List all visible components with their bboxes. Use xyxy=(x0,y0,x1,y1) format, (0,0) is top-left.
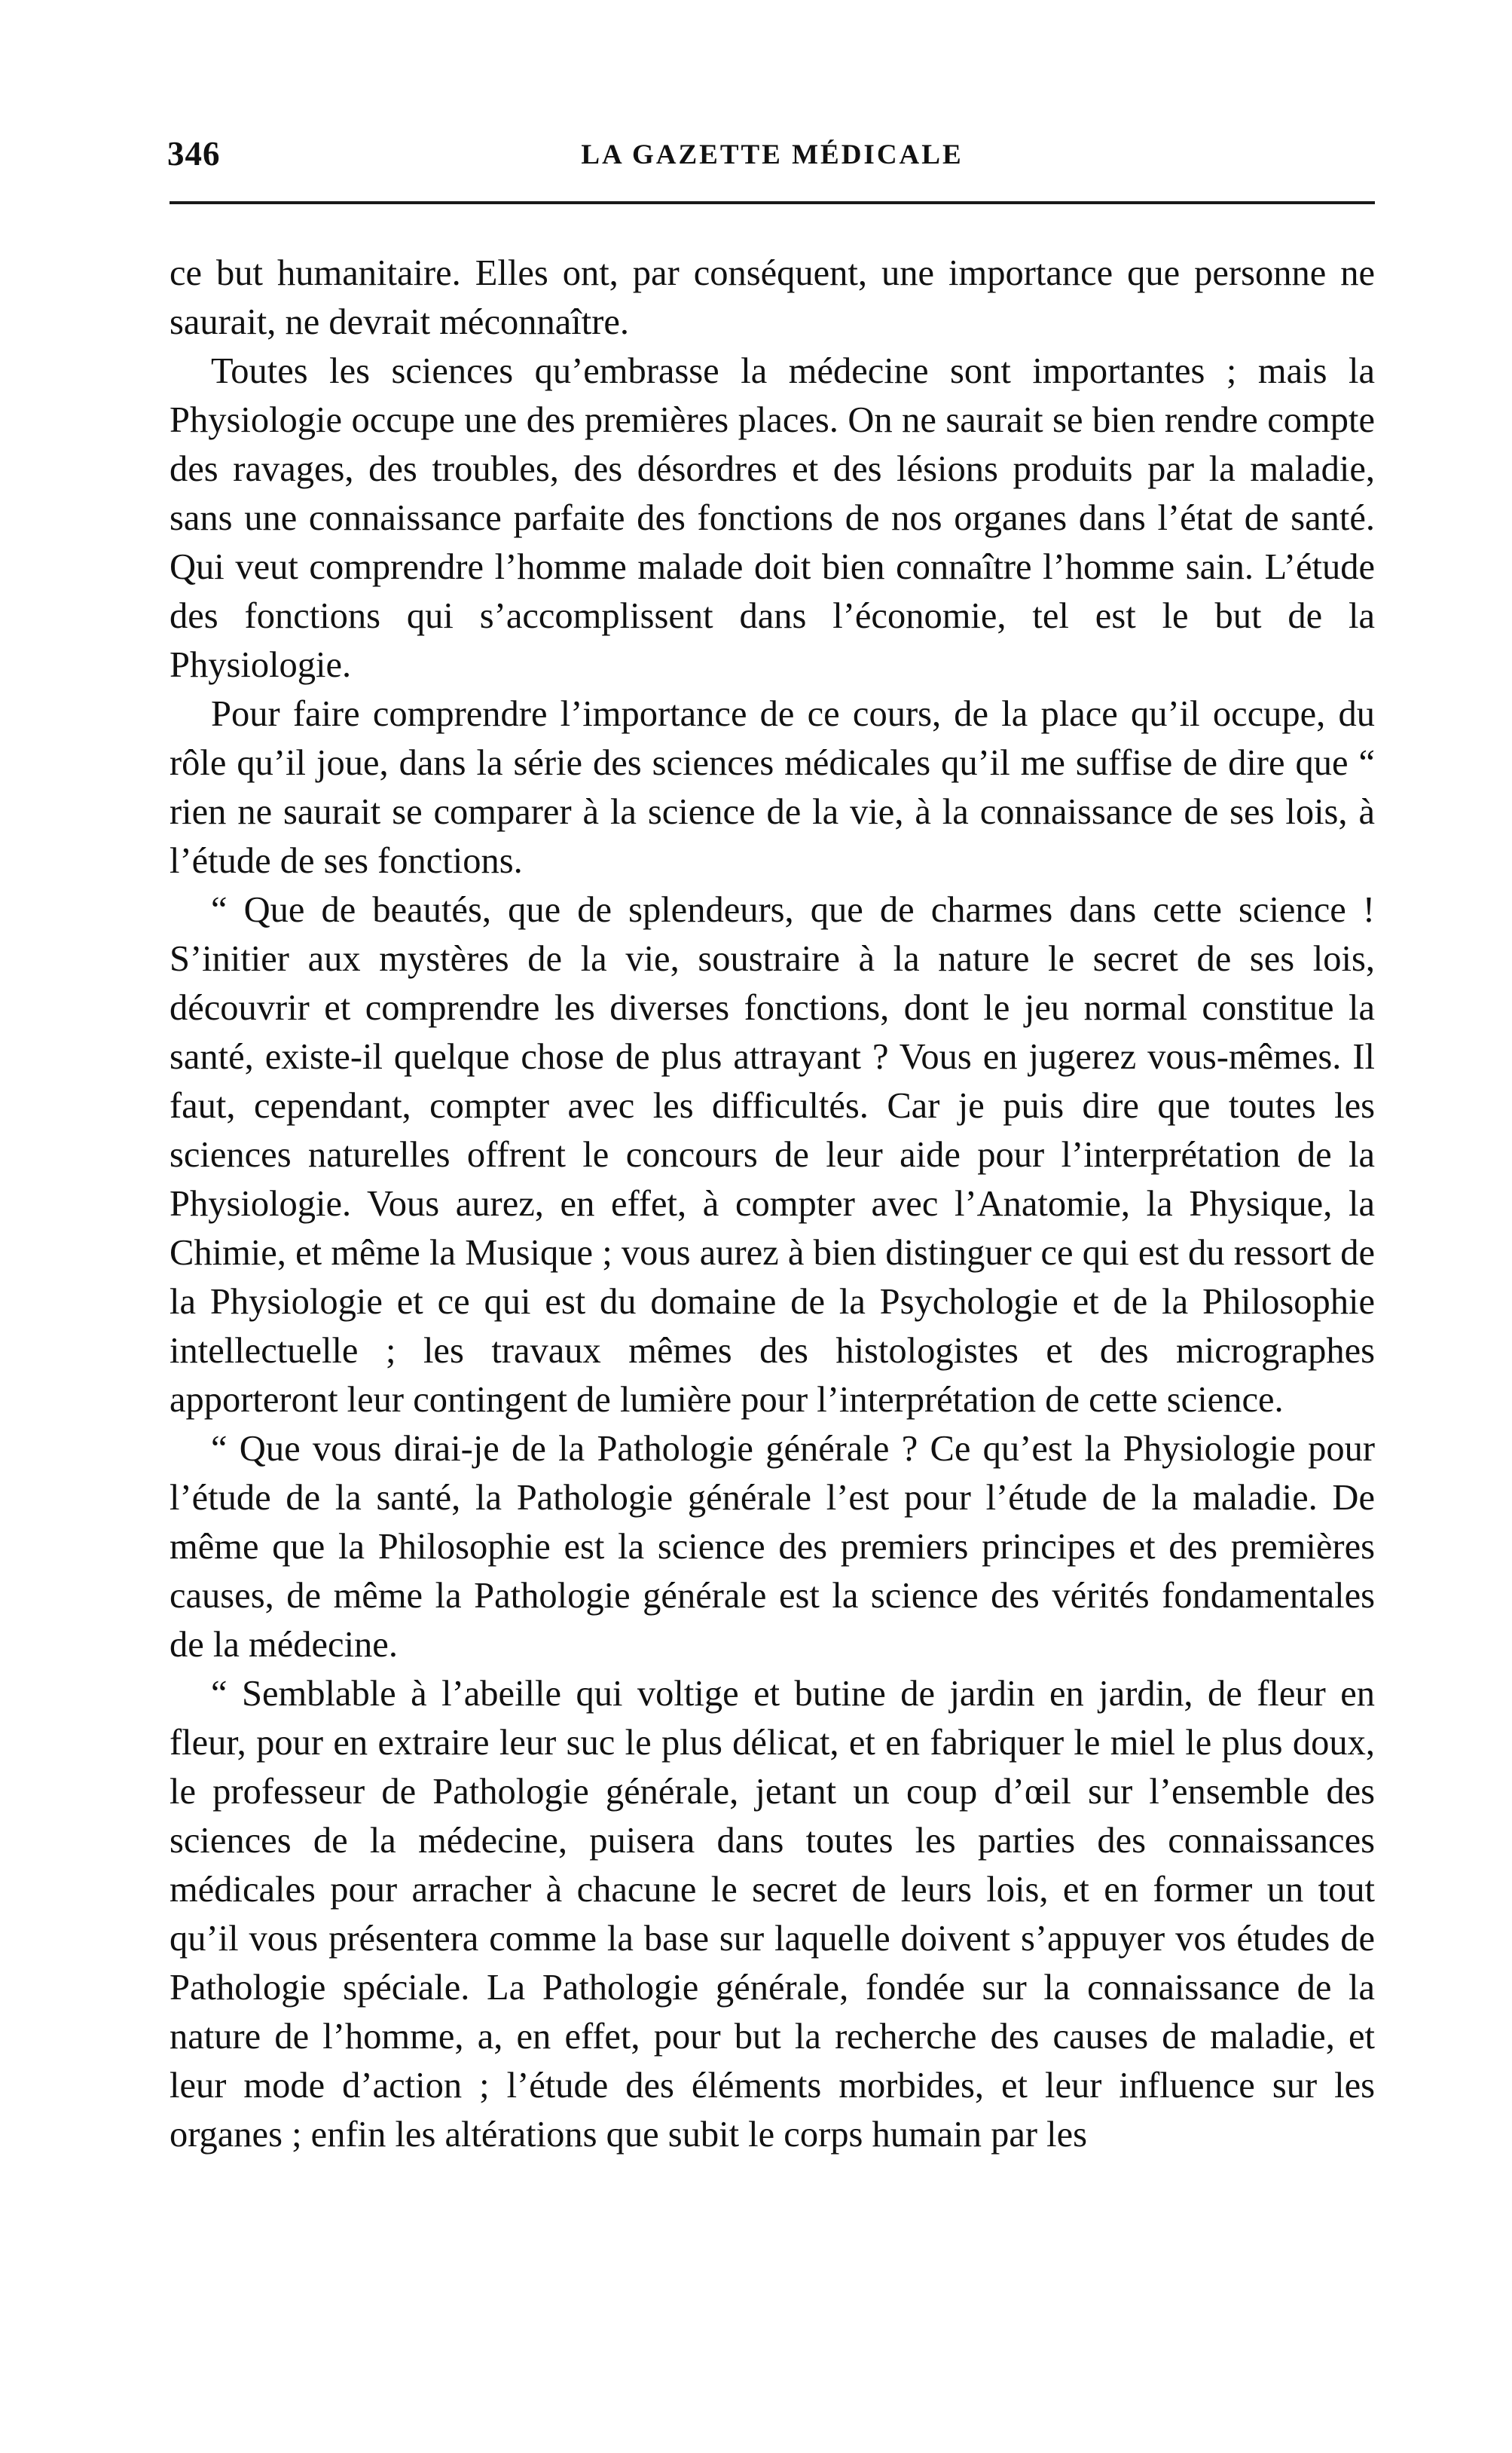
paragraph-beautes-science: “ Que de beautés, que de splendeurs, que de charmes dans cette science ! S’initier aux mystères de la vie, soustraire à la nature le secret de ses lois, découvrir et comprendre les diverses fonctions, dont le jeu normal constitue la santé, existe-il quelque chose de plus attrayant ? Vous en jugerez vous-mêmes. Il faut, cependant, compter avec les difficultés. Car je puis dire que toutes les sciences naturelles offrent le concours de leur aide pour l’interprétation de la Physiologie. Vous aurez, en effet, à compter avec l’Anatomie, la Physique, la Chimie, et même la Musique ; vous aurez à bien distinguer ce qui est du ressort de la Physiologie et ce qui est du domaine de la Psychologie et de la Philosophie intellectuelle ; les travaux mêmes des histologistes et des micrographes apporteront leur contingent de lumière pour l’interprétation de cette science. xyxy=(170,890,1375,1420)
running-head xyxy=(167,121,1375,188)
paragraph-continuation: ce but humanitaire. Elles ont, par conséquent, une importance que personne ne saurait, ne devrait méconnaître. xyxy=(170,253,1375,342)
journal-title: LA GAZETTE MÉDICALE xyxy=(581,139,964,170)
paragraph-pathologie-generale: “ Que vous dirai-je de la Pathologie générale ? Ce qu’est la Physiologie pour l’étude de la santé, la Pathologie générale l’est pour l’étude de la maladie. De même que la Philosophie est la science des premiers principes et des premières causes, de même la Pathologie générale est la science des vérités fondamentales de la médecine. xyxy=(170,1429,1375,1665)
paragraph-importance-cours: Pour faire comprendre l’importance de ce cours, de la place qu’il occupe, du rôle qu’il joue, dans la série des sciences médicales qu’il me suffise de dire que “ rien ne saurait se comparer à la science de la vie, à la connaissance de ses lois, à l’étude de ses fonctions. xyxy=(170,694,1375,881)
page-number: 346 xyxy=(167,135,221,173)
paragraph-physiologie: Toutes les sciences qu’embrasse la médecine sont importantes ; mais la Physiologie occupe une des premières places. On ne saurait se bien rendre compte des ravages, des troubles, des désordres et des lésions produits par la maladie, sans une connaissance parfaite des fonctions de nos organes dans l’état de santé. Qui veut comprendre l’homme malade doit bien connaître l’homme sain. L’étude des fonctions qui s’accomplissent dans l’économie, tel est le but de la Physiologie. xyxy=(170,351,1375,685)
header-rule xyxy=(170,201,1375,204)
paragraph-abeille: “ Semblable à l’abeille qui voltige et butine de jardin en jardin, de fleur en fleur, pour en extraire leur suc le plus délicat, et en fabriquer le miel le plus doux, le professeur de Pathologie générale, jetant un coup d’œil sur l’ensemble des sciences de la médecine, puisera dans toutes les parties des connaissances médicales pour arracher à chacune le secret de leurs lois, et en former un tout qu’il vous présentera comme la base sur laquelle doivent s’appuyer vos études de Pathologie spéciale. La Pathologie générale, fondée sur la connaissance de la nature de l’homme, a, en effet, pour but la recherche des causes de maladie, et leur mode d’action ; l’étude des éléments morbides, et leur influence sur les organes ; enfin les altérations que subit le corps humain par les xyxy=(170,1674,1375,2155)
body-text xyxy=(170,249,1375,2159)
book-page xyxy=(167,121,1375,2155)
